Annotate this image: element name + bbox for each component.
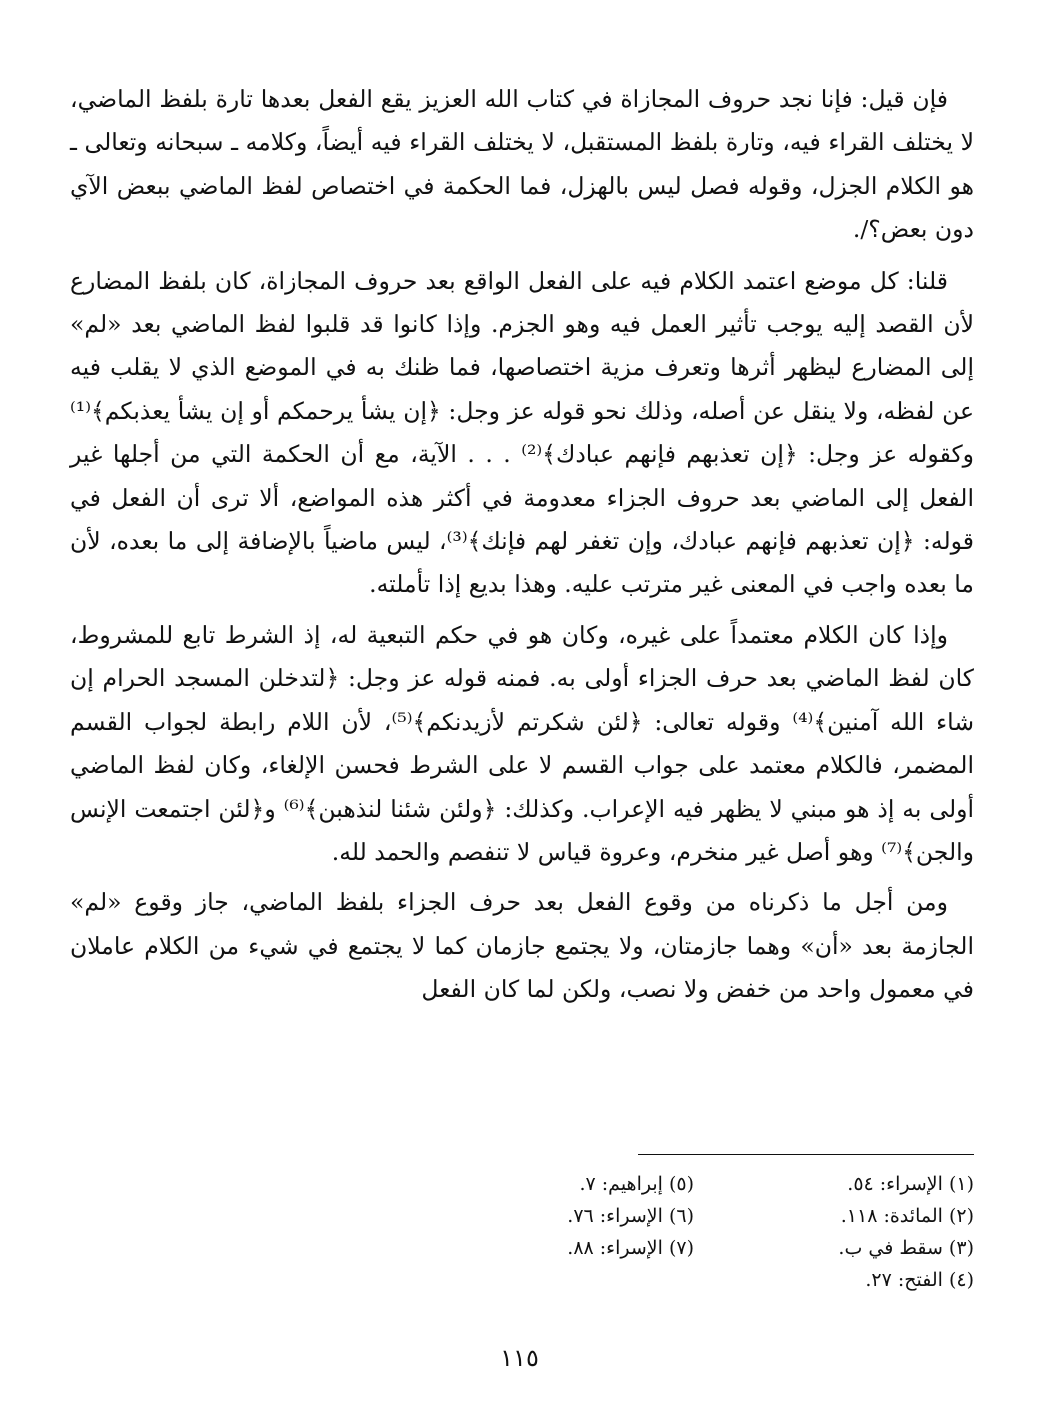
footnote-divider	[638, 1154, 974, 1155]
paragraph: ومن أجل ما ذكرناه من وقوع الفعل بعد حرف الجزاء بلفظ الماضي، جاز وقوع «لم» الجازمة بعد «أن» وهما جازمتان، ولا يجتمع جازمان كما لا يجتمع في شيء من الكلام عاملان في معمول واحد من خفض ولا نصب، ولكن لما كان الفعل	[70, 888, 974, 1004]
footnote: (٣) سقط في ب.	[838, 1237, 974, 1259]
footnote: (٤) الفتح: ٢٧.	[865, 1269, 974, 1291]
footnote: (٦) الإسراء: ٧٦.	[567, 1205, 694, 1227]
paragraph: فإن قيل: فإنا نجد حروف المجازاة في كتاب الله العزيز يقع الفعل بعدها تارة بلفظ الماضي، لا يختلف القراء فيه، وتارة بلفظ المستقبل، لا يختلف القراء فيه أيضاً، وكلامه ـ سبحانه وتعالى ـ هو الكلام الجزل، وقوله فصل ليس بالهزل، فما الحكمة في اختصاص لفظ الماضي ببعض الآي دون بعض؟/.	[70, 85, 974, 244]
paragraph: وإذا كان الكلام معتمداً على غيره، وكان هو في حكم التبعية له، إذ الشرط تابع للمشروط، كان لفظ الماضي بعد حرف الجزاء أولى به. فمنه قوله عز وجل: ﴿لتدخلن المسجد الحرام إن شاء الله آمنين﴾⁽⁴⁾ وقوله تعالى: ﴿لئن شكرتم لأزيدنكم﴾⁽⁵⁾، لأن اللام رابطة لجواب القسم المضمر، فالكلام معتمد على جواب القسم لا على الشرط فحسن الإلغاء، وكان لفظ الماضي أولى به إذ هو مبني لا يظهر فيه الإعراب. وكذلك: ﴿ولئن شئنا لنذهبن﴾⁽⁶⁾ و﴿لئن اجتمعت الإنس والجن﴾⁽⁷⁾ وهو أصل غير منخرم، وعروة قياس لا تنفصم والحمد لله.	[70, 620, 975, 866]
footnote: (٧) الإسراء: ٨٨.	[567, 1237, 694, 1259]
footnotes-left-column	[444, 1168, 694, 1264]
footnotes-right-column	[724, 1168, 974, 1296]
footnote: (٥) إبراهيم: ٧.	[579, 1173, 694, 1195]
footnote: (٢) المائدة: ١١٨.	[840, 1205, 974, 1227]
footnote: (١) الإسراء: ٥٤.	[847, 1173, 974, 1195]
page-number: ١١٥	[500, 1344, 539, 1372]
page-body	[70, 78, 974, 1019]
paragraph: قلنا: كل موضع اعتمد الكلام فيه على الفعل الواقع بعد حروف المجازاة، كان بلفظ المضارع لأن القصد إليه يوجب تأثير العمل فيه وهو الجزم. وإذا كانوا قد قلبوا لفظ الماضي بعد «لم» إلى المضارع ليظهر أثرها وتعرف مزية اختصاصها، فما ظنك به في الموضع الذي لا يقلب فيه عن لفظه، ولا ينقل عن أصله، وذلك نحو قوله عز وجل: ﴿إن يشأ يرحمكم أو إن يشأ يعذبكم﴾⁽¹⁾ وكقوله عز وجل: ﴿إن تعذبهم فإنهم عبادك﴾⁽²⁾ . . . الآية، مع أن الحكمة التي من أجلها غير الفعل إلى الماضي بعد حروف الجزاء معدومة في أكثر هذه المواضع، ألا ترى أن الفعل في قوله: ﴿إن تعذبهم فإنهم عبادك، وإن تغفر لهم فإنك﴾⁽³⁾، ليس ماضياً بالإضافة إلى ما بعده، لأن ما بعده واجب في المعنى غير مترتب عليه. وهذا بديع إذا تأملته.	[70, 266, 974, 599]
